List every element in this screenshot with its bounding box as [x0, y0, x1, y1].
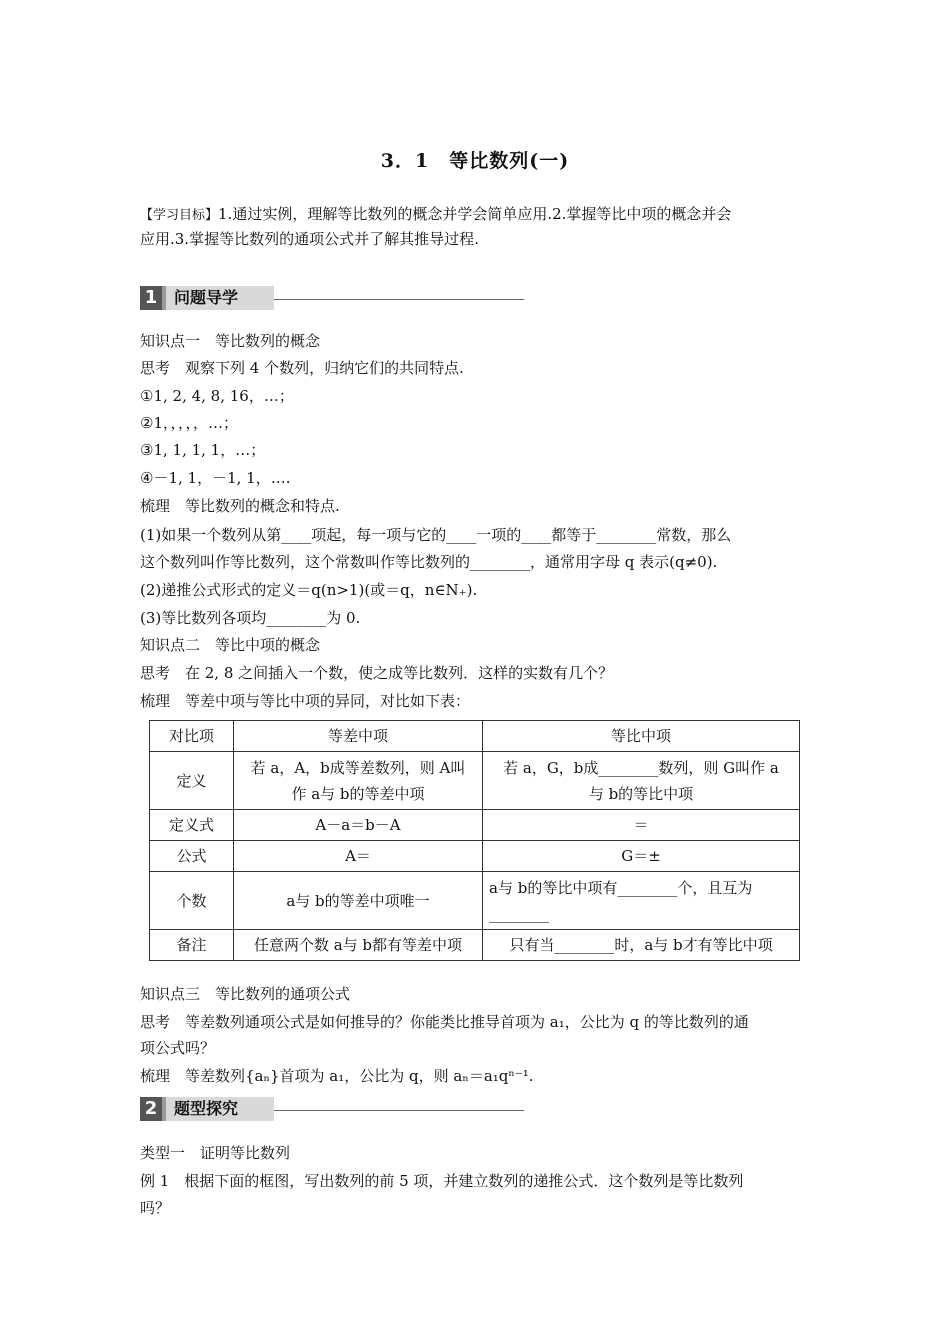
section-number: 2: [140, 1097, 162, 1121]
table-cell: a与 b的等差中项唯一: [234, 872, 483, 930]
kp1-think: 思考 观察下列 4 个数列，归纳它们的共同特点.: [140, 359, 464, 377]
table-cell: 任意两个数 a与 b都有等差中项: [234, 930, 483, 961]
kp1-item-2: (2)递推公式形式的定义＝q(n>1)(或＝q，n∈N₊).: [140, 581, 478, 599]
kp1-sort: 梳理 等比数列的概念和特点.: [140, 497, 340, 515]
table-header-cell: 等差中项: [234, 721, 483, 752]
sequence-1: ①1, 2, 4, 8, 16，…；: [140, 387, 294, 405]
kp3-think-a: 思考 等差数列通项公式是如何推导的？你能类比推导首项为 a₁，公比为 q 的等比数列的通: [140, 1013, 749, 1031]
objectives-label: 【学习目标】: [140, 208, 219, 223]
cell-line: 作 a与 b的等差中项: [291, 784, 425, 803]
cell-line: ________: [489, 904, 549, 923]
kp1-item-1a: (1)如果一个数列从第____项起，每一项与它的____一项的____都等于________常数，那么: [140, 526, 732, 544]
table-header-row: [150, 721, 800, 752]
table-cell: [234, 752, 483, 810]
row-label: 公式: [150, 841, 234, 872]
type1-heading: 类型一 证明等比数列: [140, 1144, 291, 1162]
kp3-sort: 梳理 等差数列{aₙ}首项为 a₁，公比为 q，则 aₙ＝a₁qⁿ⁻¹.: [140, 1067, 534, 1085]
kp2-sort: 梳理 等差中项与等比中项的异同，对比如下表：: [140, 692, 471, 710]
table-header-cell: 对比项: [150, 721, 234, 752]
table-row: [150, 752, 800, 810]
comparison-table: [149, 720, 800, 961]
table-cell: A＝: [234, 841, 483, 872]
section-divider: [274, 1110, 524, 1111]
row-label: 个数: [150, 872, 234, 930]
kp1-heading: 知识点一 等比数列的概念: [140, 332, 321, 350]
kp1-item-1b: 这个数列叫作等比数列，这个常数叫作等比数列的________，通常用字母 q 表示(q≠0).: [140, 553, 718, 571]
kp2-heading: 知识点二 等比中项的概念: [140, 636, 321, 654]
table-cell: G＝±: [483, 841, 800, 872]
kp1-item-3: (3)等比数列各项均________为 0.: [140, 609, 361, 627]
objectives-line-2: 应用.3.掌握等比数列的通项公式并了解其推导过程.: [140, 230, 479, 248]
kp2-think: 思考 在 2, 8 之间插入一个数，使之成等比数列．这样的实数有几个？: [140, 664, 614, 682]
example1-line-a: 例 1 根据下面的框图，写出数列的前 5 项，并建立数列的递推公式．这个数列是等比数列: [140, 1172, 744, 1190]
sequence-4: ④－1, 1，－1, 1，….: [140, 469, 291, 487]
objectives-line-1: [140, 202, 731, 228]
cell-line: 若 a，G，b成________数列，则 G叫作 a: [503, 758, 779, 777]
section-number: 1: [140, 286, 162, 310]
cell-line: 与 b的等比中项: [588, 784, 694, 803]
row-label: 定义: [150, 752, 234, 810]
table-cell: [483, 752, 800, 810]
sequence-3: ③1, 1, 1, 1，…；: [140, 441, 266, 459]
section-label: 问题导学: [166, 286, 274, 310]
kp3-think-b: 项公式吗？: [140, 1039, 216, 1057]
row-label: 备注: [150, 930, 234, 961]
table-row: [150, 841, 800, 872]
kp3-heading: 知识点三 等比数列的通项公式: [140, 985, 351, 1003]
table-header-cell: 等比中项: [483, 721, 800, 752]
sequence-2: ②1，，，，，…；: [140, 414, 238, 432]
example1-line-b: 吗？: [140, 1199, 171, 1217]
table-row: [150, 810, 800, 841]
section-divider: [274, 299, 524, 300]
table-cell: 只有当________时，a与 b才有等比中项: [483, 930, 800, 961]
table-cell: A－a＝b－A: [234, 810, 483, 841]
cell-line: 若 a，A，b成等差数列，则 A叫: [250, 758, 466, 777]
page-title: 3．1 等比数列(一): [380, 150, 570, 172]
section-label: 题型探究: [166, 1097, 274, 1121]
row-label: 定义式: [150, 810, 234, 841]
objectives-text-1: 1.通过实例，理解等比数列的概念并学会简单应用.2.掌握等比中项的概念并会: [218, 205, 732, 223]
table-row: [150, 930, 800, 961]
table-cell: ＝: [483, 810, 800, 841]
cell-line: a与 b的等比中项有________个，且互为: [489, 878, 753, 897]
table-row: [150, 872, 800, 930]
table-cell: [483, 872, 800, 930]
